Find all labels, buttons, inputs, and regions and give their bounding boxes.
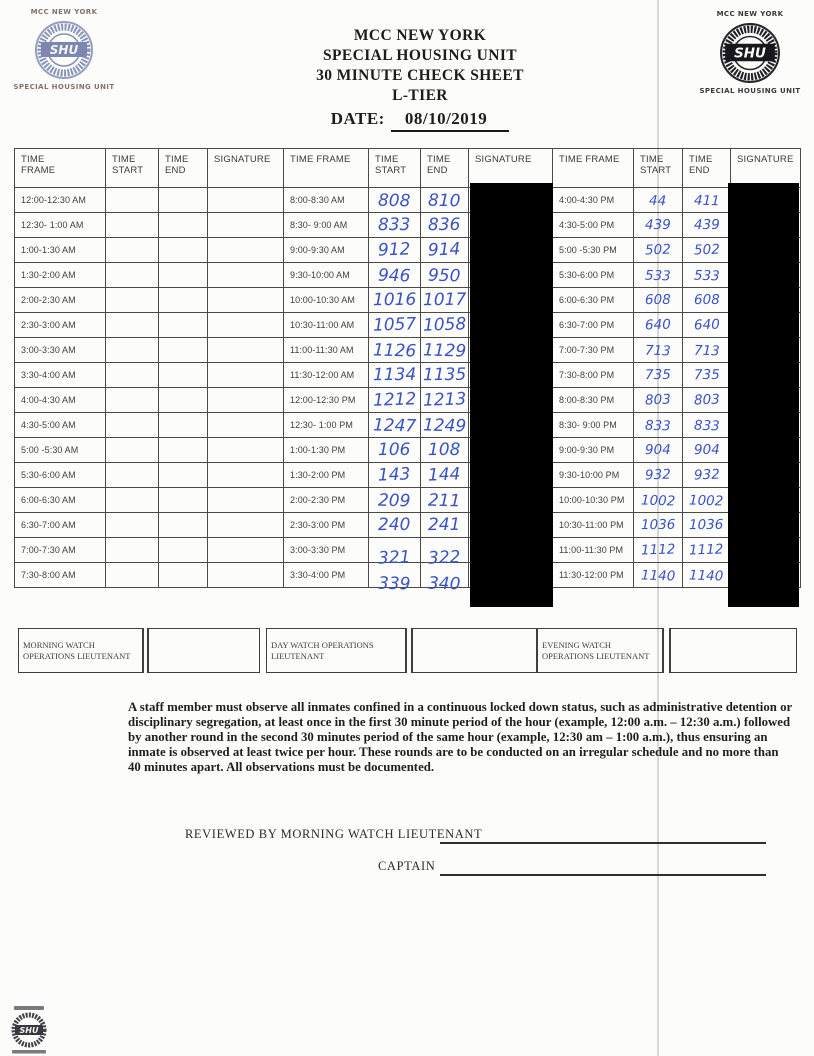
time-end-cell: 241 — [421, 513, 469, 538]
time-start-cell: 502 — [634, 238, 683, 263]
time-end-cell: 340 — [421, 563, 469, 588]
signature-cell — [208, 388, 284, 413]
table-row — [15, 363, 801, 388]
time-start-cell: 1212 — [369, 388, 421, 413]
time-end-cell: 1112 — [683, 538, 731, 563]
time-frame-cell: 2:30-3:00 PM — [284, 513, 369, 538]
time-start-cell: 321 — [369, 538, 421, 563]
table-row — [15, 263, 801, 288]
time-start-cell: 640 — [634, 313, 683, 338]
time-frame-cell: 4:00-4:30 AM — [15, 388, 106, 413]
time-frame-cell: 5:30-6:00 AM — [15, 463, 106, 488]
time-start-cell: 106 — [369, 438, 421, 463]
time-end-cell — [159, 313, 208, 338]
column-header-signature: SIGNATURE — [208, 149, 284, 188]
time-start-cell: 608 — [634, 288, 683, 313]
time-frame-cell: 8:30- 9:00 PM — [553, 413, 634, 438]
time-end-cell: 144 — [421, 463, 469, 488]
time-end-cell — [159, 488, 208, 513]
table-row — [15, 438, 801, 463]
signature-cell — [208, 488, 284, 513]
time-end-cell: 1058 — [421, 313, 469, 338]
date-value: 08/10/2019 — [391, 109, 509, 132]
time-frame-cell: 9:00-9:30 PM — [553, 438, 634, 463]
time-start-cell: 735 — [634, 363, 683, 388]
captain-signature-line — [440, 874, 766, 876]
redaction-box-day-signatures — [470, 183, 553, 607]
table-row — [15, 463, 801, 488]
time-end-cell: 1213 — [421, 388, 469, 413]
signature-cell — [208, 238, 284, 263]
time-frame-cell: 3:00-3:30 PM — [284, 538, 369, 563]
time-frame-cell: 6:00-6:30 PM — [553, 288, 634, 313]
logo-right-top-text: MCC NEW YORK — [716, 10, 784, 18]
time-start-cell: 1057 — [369, 313, 421, 338]
signature-cell — [208, 338, 284, 363]
signature-cell — [208, 513, 284, 538]
time-start-cell: 533 — [634, 263, 683, 288]
time-frame-cell: 6:30-7:00 PM — [553, 313, 634, 338]
time-end-cell — [159, 188, 208, 213]
corner-stamp-icon — [8, 1004, 50, 1056]
time-end-cell: 608 — [683, 288, 731, 313]
table-row — [15, 313, 801, 338]
time-end-cell: 914 — [421, 238, 469, 263]
seal-left-monogram: SHU — [49, 43, 79, 57]
time-start-cell — [106, 288, 159, 313]
time-end-cell: 533 — [683, 263, 731, 288]
time-end-cell: 1036 — [683, 513, 731, 538]
time-start-cell: 209 — [369, 488, 421, 513]
title-line-3: 30 MINUTE CHECK SHEET — [316, 67, 524, 84]
time-start-cell — [106, 238, 159, 263]
logo-left-top-text: MCC NEW YORK — [30, 8, 98, 16]
time-start-cell: 439 — [634, 213, 683, 238]
time-start-cell: 808 — [369, 188, 421, 213]
time-frame-cell: 11:30-12:00 AM — [284, 363, 369, 388]
time-frame-cell: 3:30-4:00 AM — [15, 363, 106, 388]
svg-text:SHU: SHU — [19, 1026, 39, 1035]
time-end-cell — [159, 363, 208, 388]
seal-right-monogram: SHU — [734, 46, 766, 62]
time-end-cell: 803 — [683, 388, 731, 413]
time-start-cell: 1126 — [369, 338, 421, 363]
time-start-cell: 1112 — [634, 538, 683, 563]
time-end-cell — [159, 238, 208, 263]
time-frame-cell: 6:30-7:00 AM — [15, 513, 106, 538]
logo-right-bottom-text: SPECIAL HOUSING UNIT — [699, 87, 801, 95]
time-end-cell: 735 — [683, 363, 731, 388]
signature-cell — [208, 363, 284, 388]
column-header-end: TIME END — [159, 149, 208, 188]
time-end-cell — [159, 538, 208, 563]
time-frame-cell: 10:30-11:00 AM — [284, 313, 369, 338]
time-end-cell — [159, 413, 208, 438]
day-watch-label-box: DAY WATCH OPERATIONS LIEUTENANT — [266, 628, 406, 673]
time-frame-cell: 1:30-2:00 PM — [284, 463, 369, 488]
logo-right — [696, 10, 804, 96]
table-row — [15, 388, 801, 413]
time-start-cell — [106, 488, 159, 513]
column-header-start: TIME START — [369, 149, 421, 188]
column-header-frame: TIME FRAME — [15, 149, 106, 188]
table-row — [15, 213, 801, 238]
title-block — [240, 26, 600, 132]
time-start-cell: 1140 — [634, 563, 683, 588]
evening-watch-signature-box — [670, 628, 797, 673]
table-row — [15, 288, 801, 313]
time-frame-cell: 1:30-2:00 AM — [15, 263, 106, 288]
time-start-cell — [106, 388, 159, 413]
evening-watch-label-box: EVENING WATCH OPERATIONS LIEUTENANT — [537, 628, 663, 673]
time-end-cell: 439 — [683, 213, 731, 238]
time-frame-cell: 4:30-5:00 PM — [553, 213, 634, 238]
time-start-cell — [106, 463, 159, 488]
column-header-end: TIME END — [683, 149, 731, 188]
time-frame-cell: 5:00 -5:30 AM — [15, 438, 106, 463]
column-header-start: TIME START — [634, 149, 683, 188]
watch-box-divider — [663, 628, 670, 673]
time-frame-cell: 12:00-12:30 AM — [15, 188, 106, 213]
time-end-cell — [159, 388, 208, 413]
time-start-cell — [106, 438, 159, 463]
signature-cell — [208, 288, 284, 313]
table-row — [15, 413, 801, 438]
logo-left — [12, 8, 116, 92]
time-end-cell: 108 — [421, 438, 469, 463]
time-start-cell: 912 — [369, 238, 421, 263]
title-line-4: L-TIER — [392, 87, 448, 104]
time-frame-cell: 2:30-3:00 AM — [15, 313, 106, 338]
time-frame-cell: 7:00-7:30 PM — [553, 338, 634, 363]
time-end-cell: 1017 — [421, 288, 469, 313]
time-frame-cell: 8:00-8:30 AM — [284, 188, 369, 213]
column-header-frame: TIME FRAME — [284, 149, 369, 188]
day-watch-signature-box — [412, 628, 537, 673]
time-end-cell: 713 — [683, 338, 731, 363]
time-end-cell: 211 — [421, 488, 469, 513]
time-start-cell — [106, 513, 159, 538]
time-end-cell: 640 — [683, 313, 731, 338]
time-frame-cell: 11:30-12:00 PM — [553, 563, 634, 588]
date-label: DATE: — [330, 109, 385, 128]
time-frame-cell: 2:00-2:30 AM — [15, 288, 106, 313]
time-end-cell: 833 — [683, 413, 731, 438]
time-frame-cell: 10:00-10:30 AM — [284, 288, 369, 313]
time-frame-cell: 11:00-11:30 PM — [553, 538, 634, 563]
logo-left-bottom-text: SPECIAL HOUSING UNIT — [13, 83, 115, 91]
time-end-cell: 1129 — [421, 338, 469, 363]
column-header-end: TIME END — [421, 149, 469, 188]
time-start-cell: 713 — [634, 338, 683, 363]
table-row — [15, 538, 801, 563]
time-end-cell: 904 — [683, 438, 731, 463]
signature-cell — [208, 538, 284, 563]
time-start-cell: 339 — [369, 563, 421, 588]
time-start-cell — [106, 263, 159, 288]
time-frame-cell: 4:00-4:30 PM — [553, 188, 634, 213]
shu-seal-left-icon — [34, 20, 94, 80]
time-frame-cell: 9:30-10:00 PM — [553, 463, 634, 488]
time-end-cell — [159, 563, 208, 588]
time-frame-cell: 12:30- 1:00 PM — [284, 413, 369, 438]
time-frame-cell: 8:30- 9:00 AM — [284, 213, 369, 238]
title-line-2: SPECIAL HOUSING UNIT — [322, 47, 518, 64]
captain-label: CAPTAIN — [378, 859, 436, 873]
column-header-frame: TIME FRAME — [553, 149, 634, 188]
time-frame-cell: 3:00-3:30 AM — [15, 338, 106, 363]
time-frame-cell: 11:00-11:30 AM — [284, 338, 369, 363]
time-frame-cell: 8:00-8:30 PM — [553, 388, 634, 413]
table-row — [15, 338, 801, 363]
table-header-row — [15, 149, 801, 188]
signature-cell — [208, 563, 284, 588]
redaction-box-evening-signatures — [728, 183, 799, 607]
time-start-cell: 44 — [634, 188, 683, 213]
signature-cell — [208, 263, 284, 288]
time-end-cell — [159, 338, 208, 363]
time-end-cell: 810 — [421, 188, 469, 213]
signature-cell — [208, 313, 284, 338]
time-frame-cell: 4:30-5:00 AM — [15, 413, 106, 438]
time-start-cell: 1036 — [634, 513, 683, 538]
time-end-cell: 932 — [683, 463, 731, 488]
date-line — [240, 109, 600, 132]
time-end-cell: 836 — [421, 213, 469, 238]
signature-cell — [208, 438, 284, 463]
time-end-cell: 411 — [683, 188, 731, 213]
table-row — [15, 188, 801, 213]
time-start-cell: 1134 — [369, 363, 421, 388]
time-start-cell — [106, 538, 159, 563]
time-frame-cell: 6:00-6:30 AM — [15, 488, 106, 513]
time-frame-cell: 7:00-7:30 AM — [15, 538, 106, 563]
time-end-cell: 1002 — [683, 488, 731, 513]
time-end-cell — [159, 213, 208, 238]
signature-cell — [208, 213, 284, 238]
time-frame-cell: 5:30-6:00 PM — [553, 263, 634, 288]
time-frame-cell: 9:30-10:00 AM — [284, 263, 369, 288]
time-start-cell — [106, 413, 159, 438]
time-start-cell: 1016 — [369, 288, 421, 313]
time-end-cell: 502 — [683, 238, 731, 263]
time-end-cell: 1140 — [683, 563, 731, 588]
signature-cell — [208, 188, 284, 213]
column-header-start: TIME START — [106, 149, 159, 188]
time-start-cell: 1247 — [369, 413, 421, 438]
time-frame-cell: 5:00 -5:30 PM — [553, 238, 634, 263]
time-frame-cell: 12:00-12:30 PM — [284, 388, 369, 413]
time-end-cell: 322 — [421, 538, 469, 563]
time-frame-cell: 10:30-11:00 PM — [553, 513, 634, 538]
check-table — [14, 148, 801, 595]
time-end-cell: 1249 — [421, 413, 469, 438]
reviewed-by-label: REVIEWED BY MORNING WATCH LIEUTENANT — [185, 827, 483, 841]
time-start-cell — [106, 213, 159, 238]
signature-cell — [208, 413, 284, 438]
column-header-signature: SIGNATURE — [731, 149, 801, 188]
time-end-cell — [159, 513, 208, 538]
time-end-cell: 950 — [421, 263, 469, 288]
time-start-cell: 904 — [634, 438, 683, 463]
time-start-cell: 1002 — [634, 488, 683, 513]
time-start-cell: 946 — [369, 263, 421, 288]
time-frame-cell: 12:30- 1:00 AM — [15, 213, 106, 238]
time-frame-cell: 9:00-9:30 AM — [284, 238, 369, 263]
shu-seal-right-icon — [719, 22, 781, 84]
time-frame-cell: 1:00-1:30 AM — [15, 238, 106, 263]
title-line-1: MCC NEW YORK — [353, 27, 487, 44]
time-frame-cell: 7:30-8:00 AM — [15, 563, 106, 588]
time-start-cell: 833 — [634, 413, 683, 438]
table-row — [15, 238, 801, 263]
time-start-cell: 932 — [634, 463, 683, 488]
time-frame-cell: 7:30-8:00 PM — [553, 363, 634, 388]
table-row — [15, 488, 801, 513]
time-end-cell — [159, 263, 208, 288]
time-end-cell — [159, 463, 208, 488]
time-start-cell: 143 — [369, 463, 421, 488]
time-frame-cell: 10:00-10:30 PM — [553, 488, 634, 513]
morning-watch-label-box: MORNING WATCH OPERATIONS LIEUTENANT — [18, 628, 143, 673]
time-start-cell — [106, 563, 159, 588]
time-start-cell — [106, 313, 159, 338]
time-start-cell — [106, 188, 159, 213]
observation-notice: A staff member must observe all inmates confined in a continuous locked down status, such as administrative detention or disciplinary segregation, at least once in the first 30 minute period of the hour (example, 12:00 a.m. – 12:30 a.m.) followed by another round in the second 30 minutes period of the same hour (example, 12:30 am – 1:00 a.m.), thus ensuring an inmate is observed at least twice per hour. These rounds are to be conducted on an irregular schedule and no more than 40 minutes apart. All observations must be documented. — [128, 700, 792, 774]
morning-watch-signature-box — [148, 628, 260, 673]
time-start-cell — [106, 338, 159, 363]
time-end-cell: 1135 — [421, 363, 469, 388]
signature-cell — [208, 463, 284, 488]
table-row — [15, 513, 801, 538]
reviewed-signature-line — [440, 842, 766, 844]
time-frame-cell: 1:00-1:30 PM — [284, 438, 369, 463]
time-frame-cell: 2:00-2:30 PM — [284, 488, 369, 513]
time-start-cell: 240 — [369, 513, 421, 538]
time-frame-cell: 3:30-4:00 PM — [284, 563, 369, 588]
time-start-cell: 833 — [369, 213, 421, 238]
time-end-cell — [159, 438, 208, 463]
time-start-cell — [106, 363, 159, 388]
time-start-cell: 803 — [634, 388, 683, 413]
time-end-cell — [159, 288, 208, 313]
column-header-signature: SIGNATURE — [469, 149, 553, 188]
